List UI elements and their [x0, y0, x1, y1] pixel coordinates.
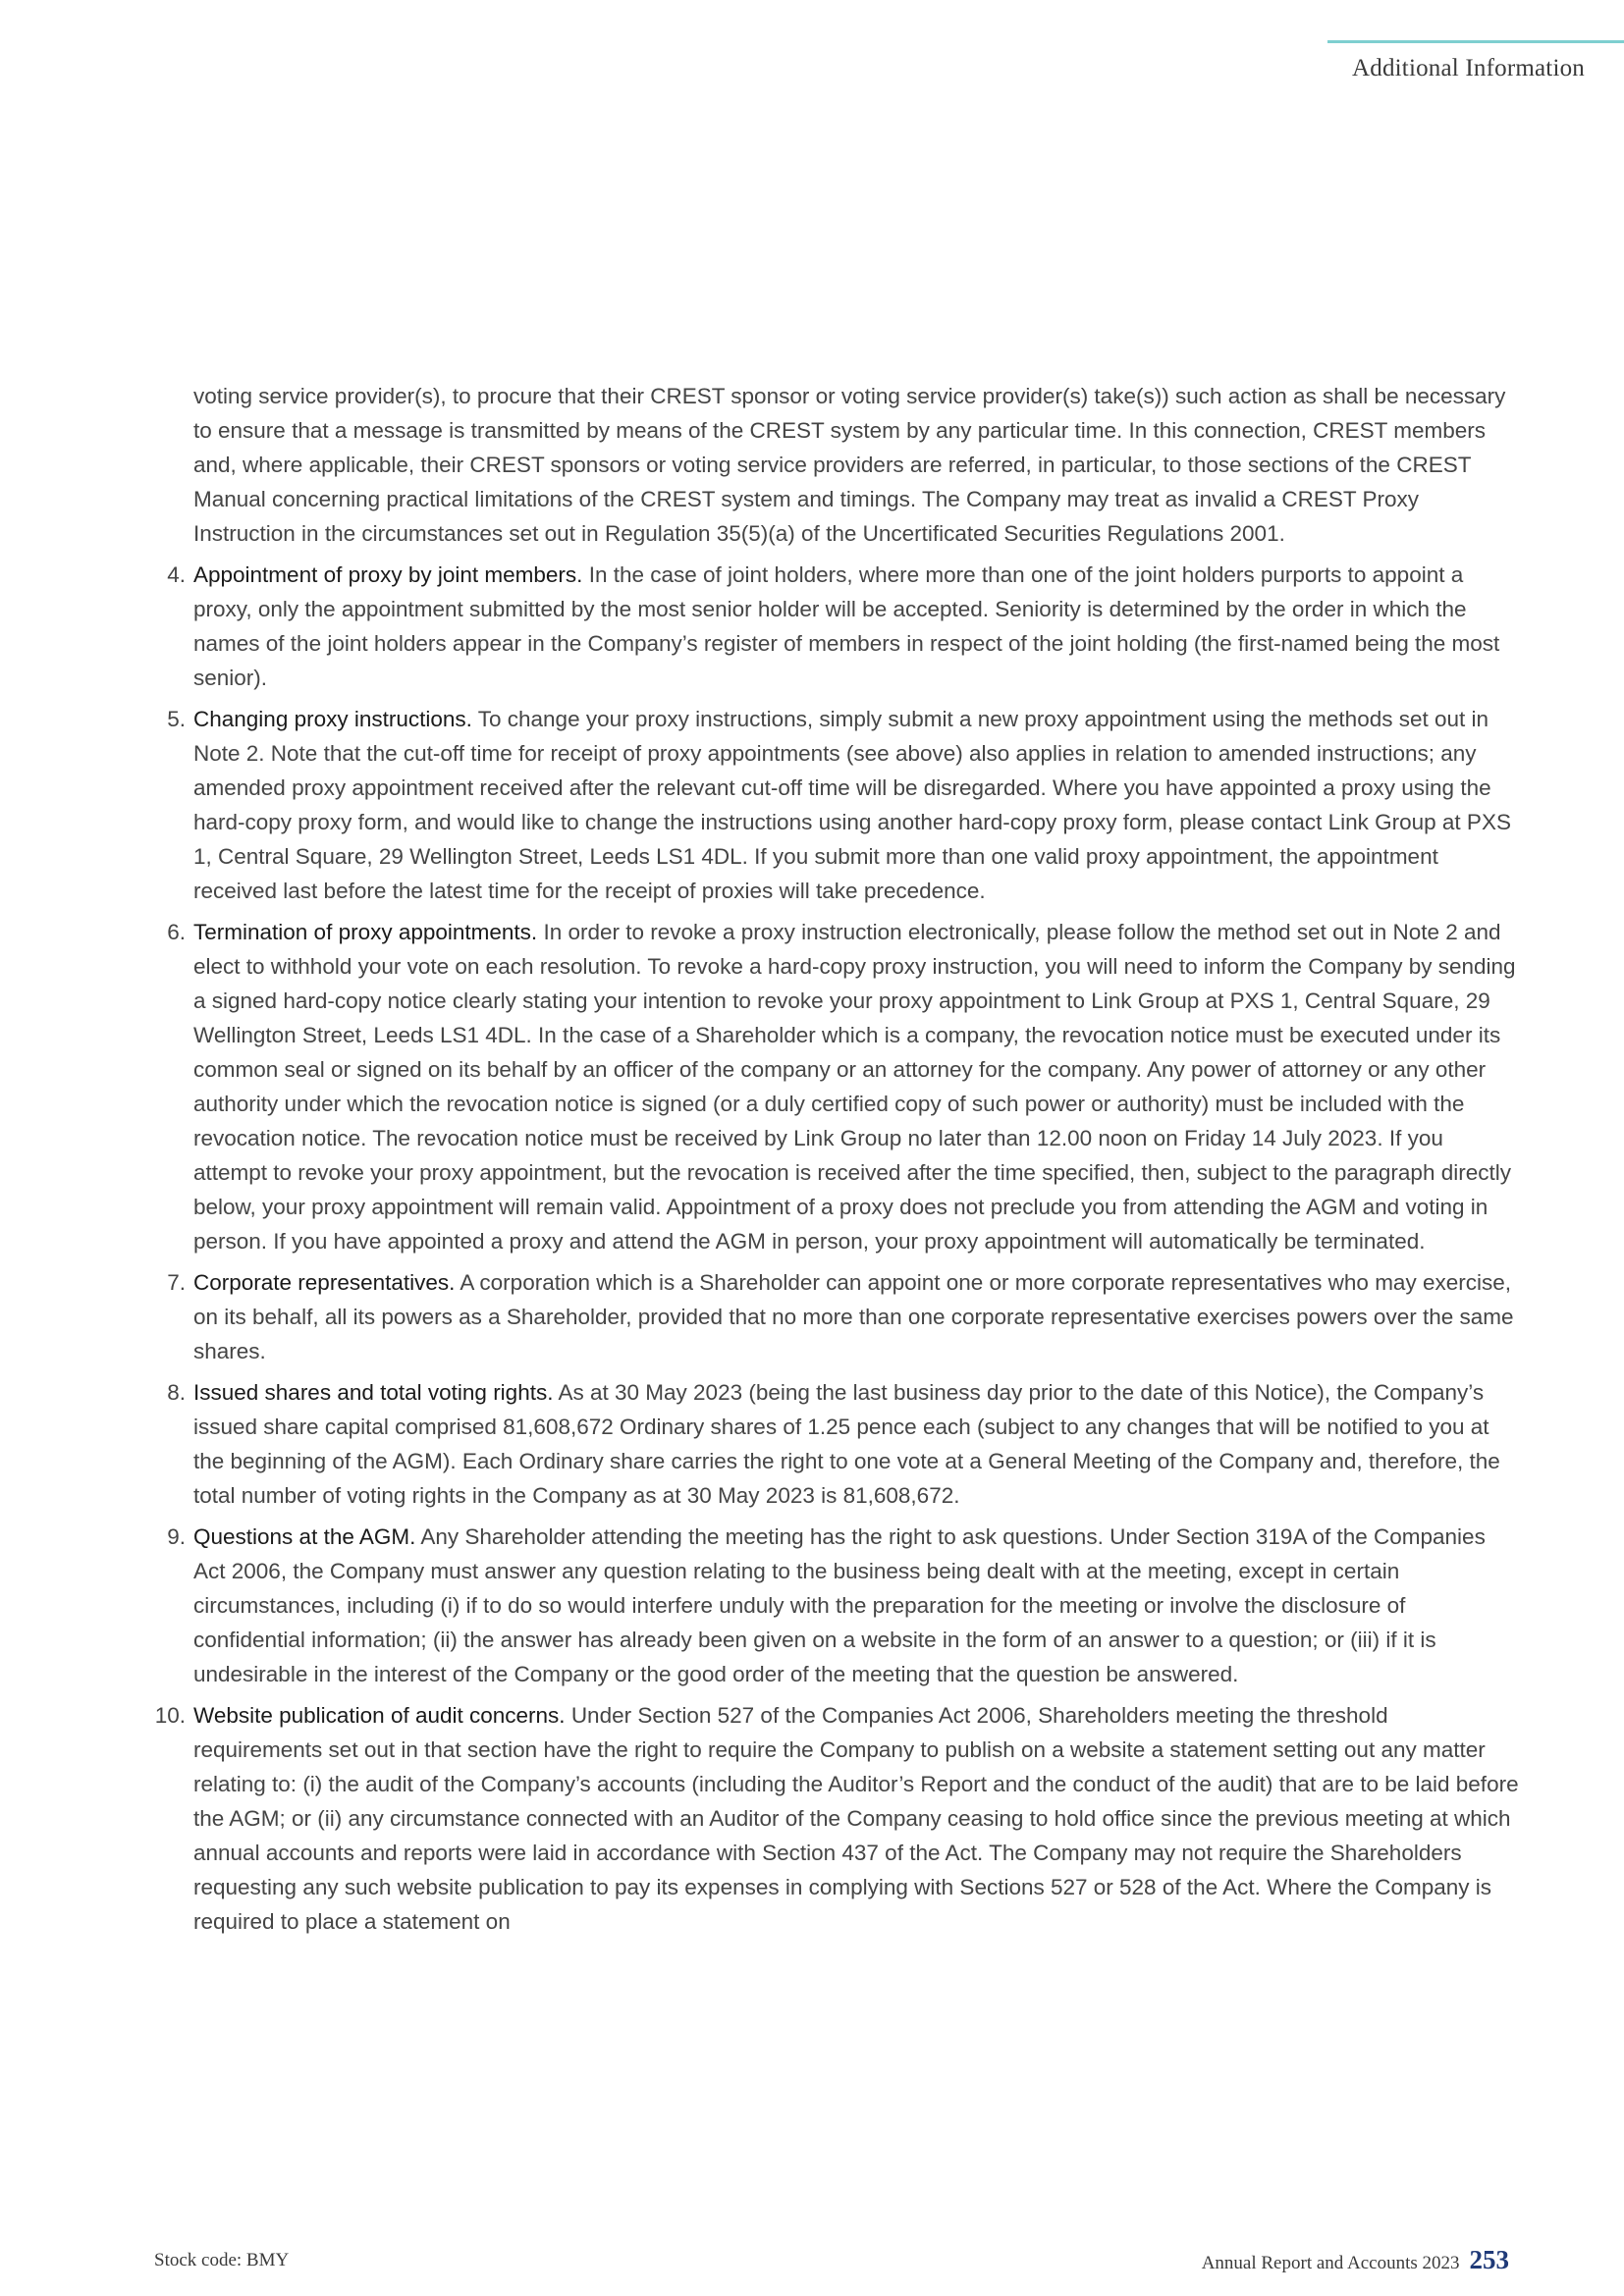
note-item-10 [152, 1698, 1522, 1939]
continuation-paragraph: voting service provider(s), to procure that their CREST sponsor or voting service provider(s) take(s)) such action as shall be necessary to ensure that a message is transmitted by means of the CREST system by any particular time. In this connection, CREST members and, where applicable, their CREST sponsors or voting service providers are referred, in particular, to those sections of the CREST Manual concerning practical limitations of the CREST system and timings. The Company may treat as invalid a CREST Proxy Instruction in the circumstances set out in Regulation 35(5)(a) of the Uncertificated Securities Regulations 2001. [193, 384, 1506, 546]
note-number: 4. [167, 562, 186, 587]
note-item-8 [152, 1375, 1522, 1513]
note-text: In order to revoke a proxy instruction electronically, please follow the method set out in Note 2 and elect to withhold your vote on each resolution. To revoke a hard-copy proxy instruction, you will need to inform the Company by sending a signed hard-copy notice clearly stating your intention to revoke your proxy appointment to Link Group at PXS 1, Central Square, 29 Wellington Street, Leeds LS1 4DL. In the case of a Shareholder which is a company, the revocation notice must be executed under its common seal or signed on its behalf by an officer of the company or an attorney for the company. Any power of attorney or any other authority under which the revocation notice is signed (or a duly certified copy of such power or authority) must be included with the revocation notice. The revocation notice must be received by Link Group no later than 12.00 noon on Friday 14 July 2023. If you attempt to revoke your proxy appointment, but the revocation is received after the time specified, then, subject to the paragraph directly below, your proxy appointment will remain valid. Appointment of a proxy does not preclude you from attending the AGM and voting in person. If you have appointed a proxy and attend the AGM in person, your proxy appointment will automatically be terminated. [193, 920, 1516, 1254]
note-text: Any Shareholder attending the meeting has the right to ask questions. Under Section 319A of the Companies Act 2006, the Company must answer any question relating to the business being dealt with at the meeting, except in certain circumstances, including (i) if to do so would interfere unduly with the preparation for the meeting or involve the disclosure of confidential information; (ii) the answer has already been given on a website in the form of an answer to a question; or (iii) if it is undesirable in the interest of the Company or the good order of the meeting that the question be answered. [193, 1524, 1486, 1686]
note-number: 10. [154, 1703, 186, 1728]
note-item-6 [152, 915, 1522, 1258]
note-text: To change your proxy instructions, simply submit a new proxy appointment using the methods set out in Note 2. Note that the cut-off time for receipt of proxy appointments (see above) also applies in relation to amended instructions; any amended proxy appointment received after the relevant cut-off time will be disregarded. Where you have appointed a proxy using the hard-copy proxy form, and would like to change the instructions using another hard-copy proxy form, please contact Link Group at PXS 1, Central Square, 29 Wellington Street, Leeds LS1 4DL. If you submit more than one valid proxy appointment, the appointment received last before the latest time for the receipt of proxies will take precedence. [193, 707, 1511, 903]
notes-body [152, 379, 1522, 1939]
note-item-5 [152, 702, 1522, 908]
note-text: In the case of joint holders, where more than one of the joint holders purports to appoint a proxy, only the appointment submitted by the most senior holder will be accepted. Seniority is determined by the order in which the names of the joint holders appear in the Company’s register of members in respect of the joint holding (the first-named being the most senior). [193, 562, 1500, 690]
header-accent-rule [1327, 40, 1624, 43]
note-number: 9. [167, 1524, 186, 1549]
section-header: Additional Information [1352, 55, 1585, 81]
note-number: 5. [167, 707, 186, 731]
note-item-7 [152, 1265, 1522, 1368]
note-number: 8. [167, 1380, 186, 1405]
note-title: Corporate representatives. [193, 1270, 460, 1295]
note-title: Issued shares and total voting rights. [193, 1380, 559, 1405]
note-title: Changing proxy instructions. [193, 707, 478, 731]
page-number: 253 [1469, 2245, 1509, 2274]
note-title: Termination of proxy appointments. [193, 920, 544, 944]
footer-stock-code: Stock code: BMY [154, 2250, 290, 2270]
note-title: Website publication of audit concerns. [193, 1703, 571, 1728]
note-text: Under Section 527 of the Companies Act 2006, Shareholders meeting the threshold requirements set out in that section have the right to require the Company to publish on a website a statement setting out any matter relating to: (i) the audit of the Company’s accounts (including the Auditor’s Report and the conduct of the audit) that are to be laid before the AGM; or (ii) any circumstance connected with an Auditor of the Company ceasing to hold office since the previous meeting at which annual accounts and reports were laid in accordance with Section 437 of the Act. The Company may not require the Shareholders requesting any such website publication to pay its expenses in complying with Sections 527 or 528 of the Act. Where the Company is required to place a statement on [193, 1703, 1519, 1934]
note-number: 6. [167, 920, 186, 944]
footer-report-title: Annual Report and Accounts 2023 [1201, 2253, 1460, 2273]
note-item-9 [152, 1520, 1522, 1691]
notes-list [152, 558, 1522, 1939]
note-title: Questions at the AGM. [193, 1524, 421, 1549]
footer-report-info [1202, 2245, 1509, 2275]
note-text: A corporation which is a Shareholder can appoint one or more corporate representatives who may exercise, on its behalf, all its powers as a Shareholder, provided that no more than one corporate representative exercises powers over the same shares. [193, 1270, 1514, 1363]
note-title: Appointment of proxy by joint members. [193, 562, 589, 587]
note-text: As at 30 May 2023 (being the last business day prior to the date of this Notice), the Company’s issued share capital comprised 81,608,672 Ordinary shares of 1.25 pence each (subject to any changes that will be notified to you at the beginning of the AGM). Each Ordinary share carries the right to one vote at a General Meeting of the Company and, therefore, the total number of voting rights in the Company as at 30 May 2023 is 81,608,672. [193, 1380, 1500, 1508]
note-number: 7. [167, 1270, 186, 1295]
note-item-4 [152, 558, 1522, 695]
